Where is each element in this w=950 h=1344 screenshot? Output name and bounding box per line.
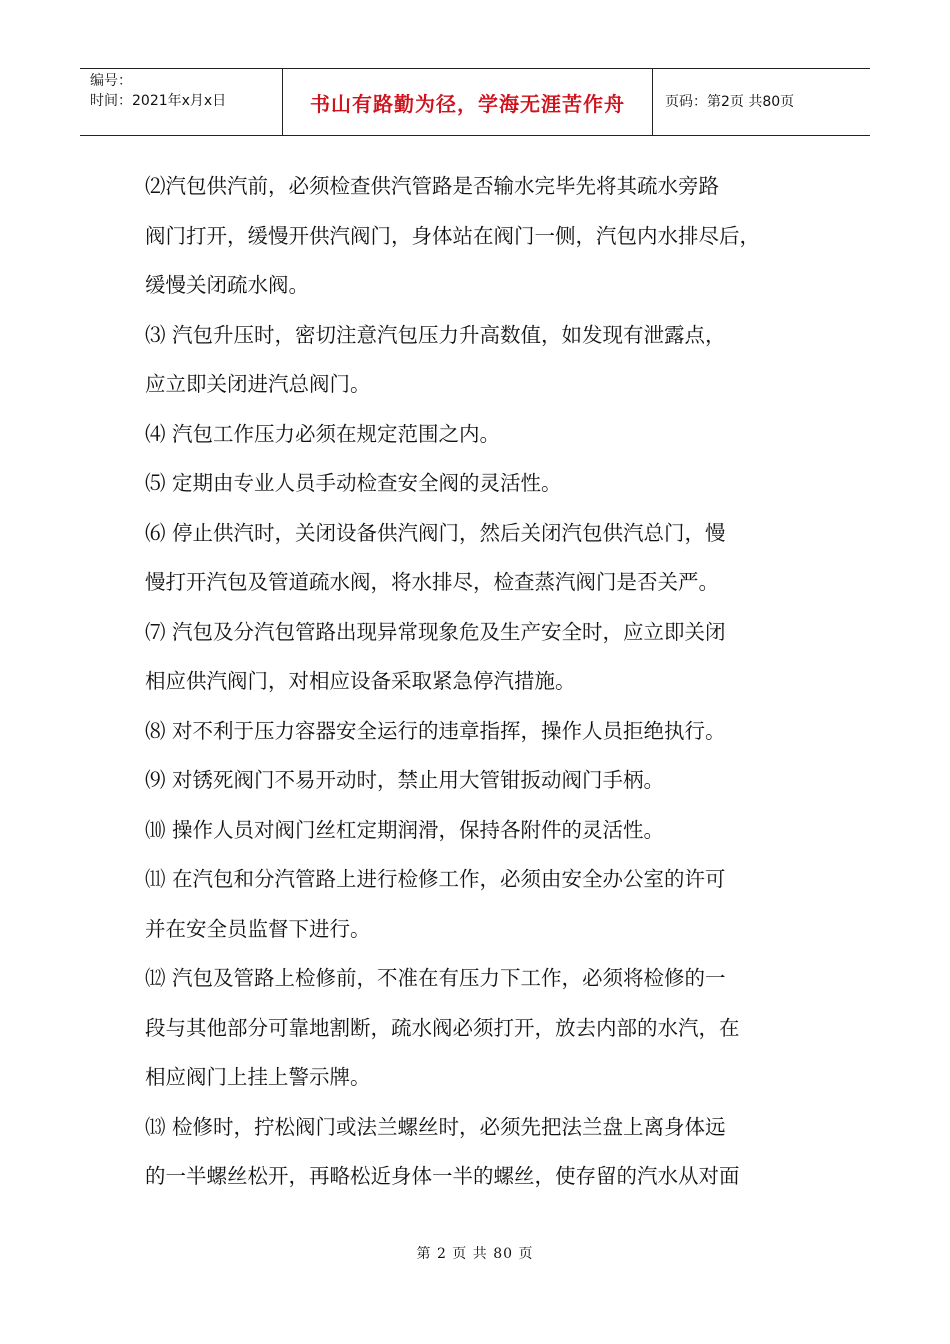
paragraph-line: 慢打开汽包及管道疏水阀，将水排尽，检查蒸汽阀门是否关严。	[145, 570, 719, 594]
paragraph-line: ⑾ 在汽包和分汽管路上进行检修工作，必须由安全办公室的许可	[145, 867, 726, 891]
paragraph	[145, 311, 810, 410]
paragraph-line: 的一半螺丝松开，再略松近身体一半的螺丝，使存留的汽水从对面	[145, 1164, 740, 1188]
header-motto-cell	[283, 69, 653, 135]
header-meta-cell	[80, 69, 283, 135]
paragraph-line: 相应阀门上挂上警示牌。	[145, 1065, 371, 1089]
paragraph-line: 相应供汽阀门，对相应设备采取紧急停汽措施。	[145, 669, 576, 693]
paragraph-line: ⒀ 检修时，拧松阀门或法兰螺丝时，必须先把法兰盘上离身体远	[145, 1114, 726, 1139]
document-body	[145, 162, 810, 1202]
paragraph-line: 阀门打开，缓慢开供汽阀门，身体站在阀门一侧，汽包内水排尽后，	[145, 223, 760, 248]
paragraph-line: 段与其他部分可靠地割断，疏水阀必须打开，放去内部的水汽，在	[145, 1015, 740, 1040]
paragraph	[145, 954, 810, 1103]
paragraph-line: ⑺ 汽包及分汽包管路出现异常现象危及生产安全时，应立即关闭	[145, 619, 726, 644]
page-info: 页码：第2页 共80页	[665, 94, 795, 110]
paragraph	[145, 806, 810, 856]
paragraph-line: ⑹ 停止供汽时，关闭设备供汽阀门，然后关闭汽包供汽总门，慢	[145, 520, 726, 545]
page-footer: 第 2 页 共 80 页	[416, 1246, 534, 1262]
paragraph	[145, 459, 810, 509]
paragraph	[145, 608, 810, 707]
paragraph	[145, 707, 810, 757]
paragraph-line: ⑵汽包供汽前，必须检查供汽管路是否输水完毕先将其疏水旁路	[145, 174, 719, 198]
paragraph	[145, 410, 810, 460]
paragraph-line: ⑼ 对锈死阀门不易开动时，禁止用大管钳扳动阀门手柄。	[145, 768, 665, 792]
paragraph-line: ⑽ 操作人员对阀门丝杠定期润滑，保持各附件的灵活性。	[145, 817, 665, 842]
paragraph-line: ⑸ 定期由专业人员手动检查安全阀的灵活性。	[145, 471, 562, 495]
paragraph-line: ⑿ 汽包及管路上检修前，不准在有压力下工作，必须将检修的一	[145, 966, 726, 990]
paragraph-line: 应立即关闭进汽总阀门。	[145, 372, 371, 396]
paragraph-line: ⑷ 汽包工作压力必须在规定范围之内。	[145, 421, 501, 446]
paragraph-line: 并在安全员监督下进行。	[145, 916, 371, 941]
motto-text: 书山有路勤为径，学海无涯苦作舟	[310, 91, 625, 116]
paragraph	[145, 756, 810, 806]
document-header	[80, 68, 870, 136]
code-label: 编号：	[90, 73, 132, 89]
paragraph	[145, 1103, 810, 1202]
paragraph-line: 缓慢关闭疏水阀。	[145, 273, 309, 297]
paragraph-line: ⑶ 汽包升压时，密切注意汽包压力升高数值，如发现有泄露点，	[145, 322, 726, 347]
paragraph	[145, 855, 810, 954]
header-page-cell	[653, 69, 870, 135]
time-label: 时间：2021年x月x日	[90, 93, 227, 109]
paragraph	[145, 162, 810, 311]
paragraph	[145, 509, 810, 608]
paragraph-line: ⑻ 对不利于压力容器安全运行的违章指挥，操作人员拒绝执行。	[145, 718, 726, 743]
